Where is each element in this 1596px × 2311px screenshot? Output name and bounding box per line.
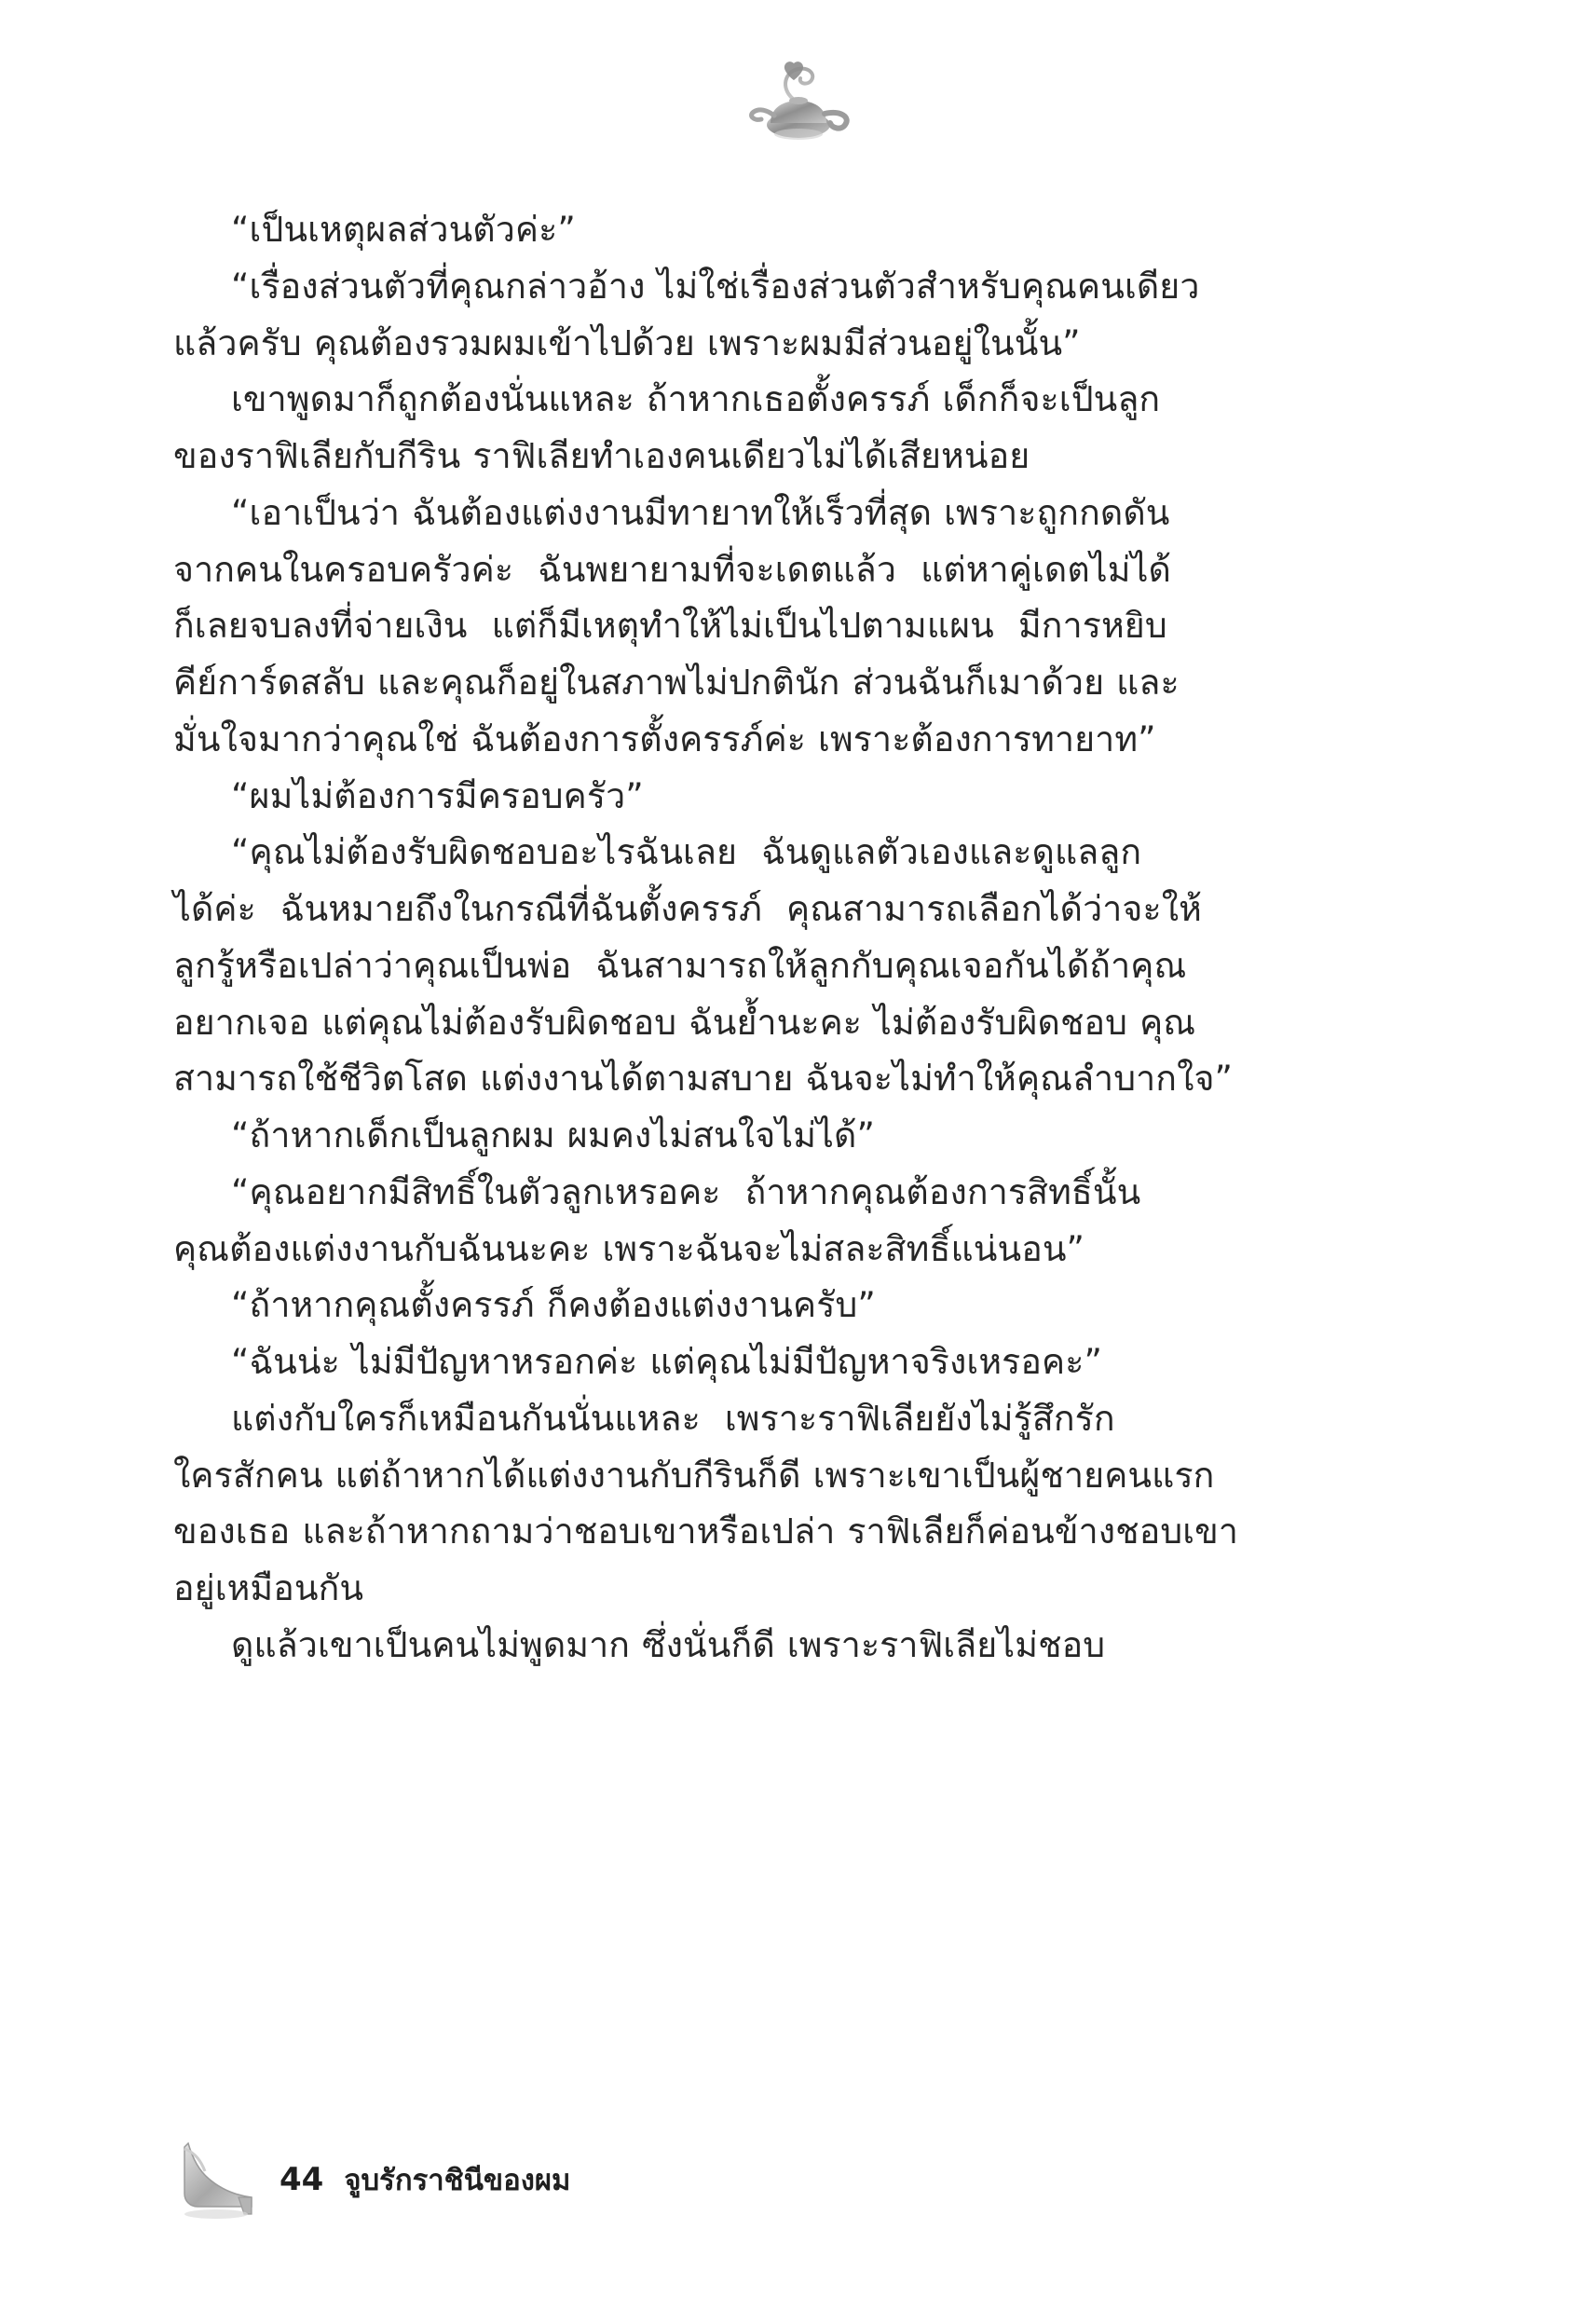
- paragraph: “เป็นเหตุผลส่วนตัวค่ะ”: [231, 209, 576, 250]
- genie-lamp-with-heart-smoke-icon: [733, 48, 864, 151]
- book-title: จูบรักราชินีของผม: [344, 2164, 571, 2197]
- paragraph: “ถ้าหากเด็กเป็นลูกผม ผมคงไม่สนใจไม่ได้”: [231, 1114, 875, 1156]
- page-footer: [173, 2119, 1412, 2231]
- page-number: 44: [280, 2161, 324, 2198]
- paragraph: “ฉันน่ะ ไม่มีปัญหาหรอกค่ะ แต่คุณไม่มีปัญหาจริงเหรอคะ”: [231, 1341, 1102, 1382]
- high-heel-shoe-icon: [173, 2125, 263, 2222]
- paragraph: “เอาเป็นว่า ฉันต้องแต่งงานมีทายาทให้เร็วที่สุด เพราะถูกกดดัน จากคนในครอบครัวค่ะ ฉันพยายามที่จะเดตแล้ว แต่หาคู่เดตไม่ได้ ก็เลยจบลงที่จ่ายเงิน แต่ก็มีเหตุทำให้ไม่เป็นไปตามแผน มีการหยิบ คีย์การ์ดสลับ และคุณก็อยู่ในสภาพไม่ปกตินัก ส่วนฉันก็เมาด้วย และ มั่นใจมากว่าคุณใช่ ฉันต้องการตั้งครรภ์ค่ะ เพราะต้องการทายาท”: [173, 491, 1180, 759]
- paragraph: เขาพูดมาก็ถูกต้องนั่นแหละ ถ้าหากเธอตั้งครรภ์ เด็กก็จะเป็นลูก ของราฟิเลียกับกีริน ราฟิเลียทำเองคนเดียวไม่ได้เสียหน่อย: [173, 378, 1161, 476]
- paragraph: แต่งกับใครก็เหมือนกันนั่นแหละ เพราะราฟิเลียยังไม่รู้สึกรัก ใครสักคน แต่ถ้าหากได้แต่งงานกับกีรินก็ดี เพราะเขาเป็นผู้ชายคนแรก ของเธอ และถ้าหากถามว่าชอบเขาหรือเปล่า ราฟิเลียก็ค่อนข้างชอบเขา อยู่เหมือนกัน: [173, 1397, 1239, 1608]
- page-body: [173, 201, 1412, 1674]
- paragraph: “คุณไม่ต้องรับผิดชอบอะไรฉันเลย ฉันดูแลตัวเองและดูแลลูก ได้ค่ะ ฉันหมายถึงในกรณีที่ฉันตั้งครรภ์ คุณสามารถเลือกได้ว่าจะให้ ลูกรู้หรือเปล่าว่าคุณเป็นพ่อ ฉันสามารถให้ลูกกับคุณเจอกันได้ถ้าคุณ อยากเจอ แต่คุณไม่ต้องรับผิดชอบ ฉันย้ำนะคะ ไม่ต้องรับผิดชอบ คุณ สามารถใช้ชีวิตโสด แต่งงานได้ตามสบาย ฉันจะไม่ทำให้คุณลำบากใจ”: [173, 831, 1234, 1100]
- paragraph: “เรื่องส่วนตัวที่คุณกล่าวอ้าง ไม่ใช่เรื่องส่วนตัวสำหรับคุณคนเดียว แล้วครับ คุณต้องรวมผมเข้าไปด้วย เพราะผมมีส่วนอยู่ในนั้น”: [173, 265, 1200, 363]
- paragraph: “ผมไม่ต้องการมีครอบครัว”: [231, 774, 644, 816]
- paragraph: “ถ้าหากคุณตั้งครรภ์ ก็คงต้องแต่งงานครับ”: [231, 1284, 876, 1326]
- paragraph: “คุณอยากมีสิทธิ์ในตัวลูกเหรอคะ ถ้าหากคุณต้องการสิทธิ์นั้น คุณต้องแต่งงานกับฉันนะคะ เพราะฉันจะไม่สละสิทธิ์แน่นอน”: [173, 1170, 1141, 1269]
- header-ornament: [0, 48, 1596, 160]
- paragraph: ดูแล้วเขาเป็นคนไม่พูดมาก ซึ่งนั่นก็ดี เพราะราฟิเลียไม่ชอบ: [231, 1623, 1106, 1665]
